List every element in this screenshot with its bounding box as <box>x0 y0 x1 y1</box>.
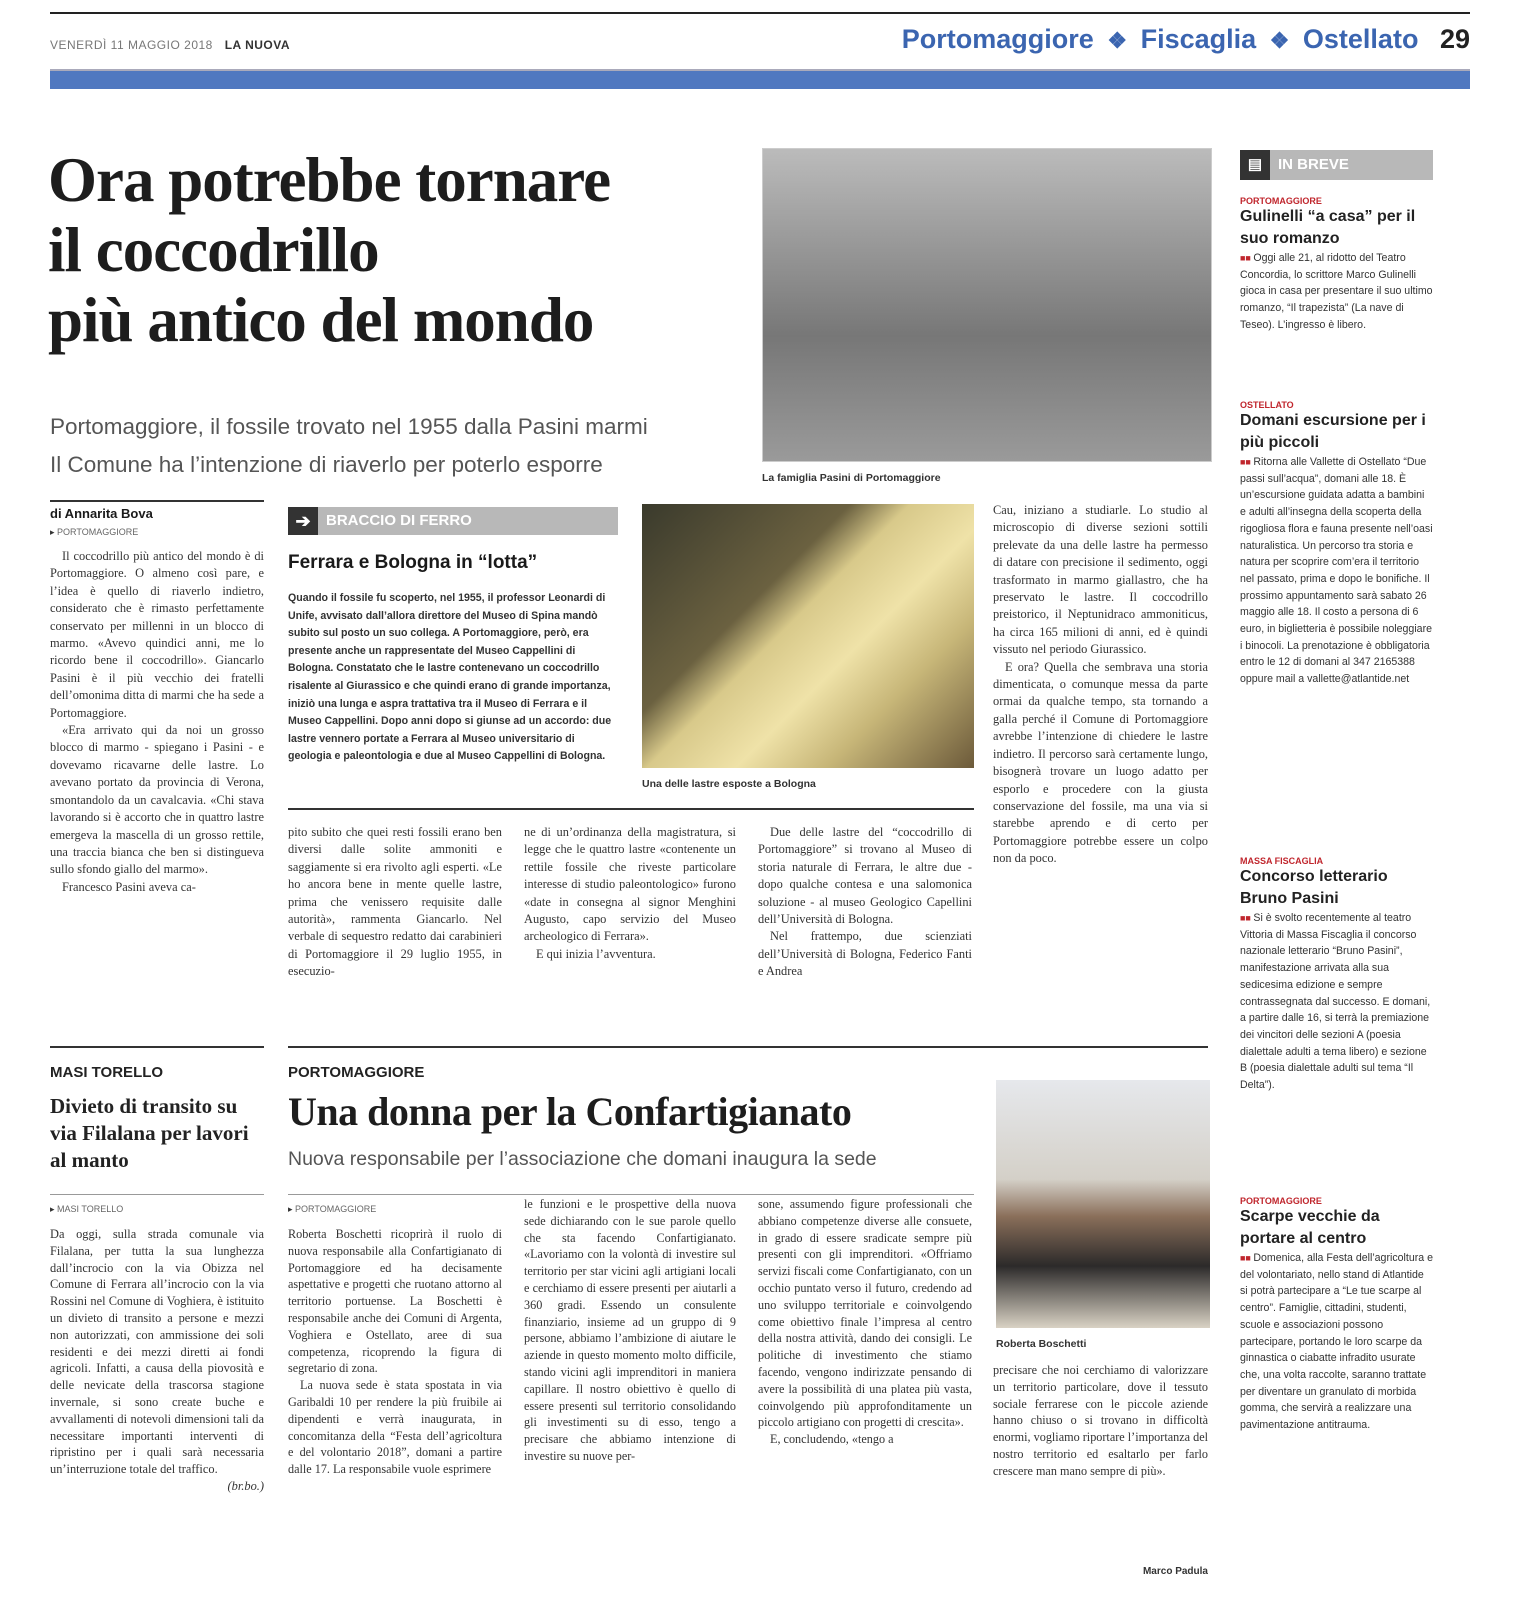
diamond-icon: ❖ <box>1107 28 1128 53</box>
box-text: Quando il fossile fu scoperto, nel 1955, il professor Leonardi di Unife, avvisato dall’allora direttore del Museo di Spina mandò subito sul posto un suo collega. A Portomaggiore, però, era presente anche un rappresentate del Museo Cappellini di Bologna. Constatato che le lastre contenevano un coccodrillo risalente al Giurassico e che quindi erano di grande importanza, iniziò una lunga e aspra trattativa tra il Museo di Ferrara e il Museo Cappellini. Dopo anni dopo si giunse ad un accordo: due lastre vennero portate a Ferrara al Museo universitario di geologia e paleontologia e due al Museo Cappellini di Bologna. <box>288 592 612 763</box>
section-rule <box>50 1046 264 1048</box>
section-rule <box>288 1046 1208 1048</box>
brief-item <box>1240 196 1433 334</box>
brief-category: PORTOMAGGIORE <box>1240 1196 1322 1206</box>
paragraph: Nel frattempo, due scienziati dell’Università di Bologna, Federico Fanti e Andrea <box>758 929 972 979</box>
brief-text <box>1240 1250 1433 1434</box>
top-rule <box>50 12 1470 14</box>
brief-text <box>1240 454 1433 688</box>
paragraph: La nuova sede è stata spostata in via Garibaldi 10 per rendere la più fruibile ai dipendenti e verrà inaugurata, in concomitanza della “Festa dell’agricoltura e del volontario 2018”, domani a partire dalle 17. La responsabile vuole esprimere <box>288 1378 502 1477</box>
paragraph: Cau, iniziano a studiarle. Lo studio al microscopio di diverse sezioni sottili prelevate da una delle lastre ha permesso di datare con precisione il sedimento, oggi trasformato in marmo giallastro, che ha preservato le lastre. Il coccodrillo preistorico, il Neptunidraco ammoniticus, ha circa 165 milioni di anni, ed è quindi vissuto nel periodo Giurassico. <box>993 503 1208 657</box>
brief-body: Domenica, alla Festa dell’agricoltura e del volontariato, nello stand di Atlantide si potrà partecipare a “Le tue scarpe al centro”. Famiglie, cittadini, studenti, scuole e associazioni possono partecipare, portando le loro scarpe da ginnastica o ciabatte infradito usurate che, una volta raccolte, saranno trattate per diventare un granulato di morbida gomma, che servirà a realizzare una pavimentazione antitrauma. <box>1240 1252 1433 1432</box>
section-portomaggiore[interactable]: Portomaggiore <box>901 24 1094 54</box>
in-breve-header <box>1240 150 1433 180</box>
photo-caption: La famiglia Pasini di Portomaggiore <box>762 472 941 484</box>
box-bottom-rule <box>288 808 974 810</box>
issue-date: VENERDÌ 11 MAGGIO 2018 <box>50 38 213 52</box>
dateline-place: ▸ MASI TORELLO <box>50 1204 123 1215</box>
thin-rule <box>288 1194 974 1195</box>
paragraph: Il coccodrillo più antico del mondo è di Portomaggiore. O almeno così pare, e l’idea è quello di riaverlo indietro, considerato che è rimasto perfettamente conservato per millenni in un blocco di marmo. «Avevo quindici anni, me lo ricordo bene il coccodrillo». Giancarlo Pasini è il più vecchio dei fratelli dell’omonima ditta di marmi che ha sede a Portomaggiore. <box>50 549 264 720</box>
pasini-family-photo <box>762 148 1212 462</box>
arrow-right-icon: ➔ <box>288 507 318 535</box>
article-column <box>524 824 736 963</box>
brief-item <box>1240 856 1433 1094</box>
paper-name: LA NUOVA <box>224 38 291 52</box>
article-column <box>50 548 264 896</box>
section-fiscaglia[interactable]: Fiscaglia <box>1140 24 1257 54</box>
brief-title: Gulinelli “a casa” per il suo romanzo <box>1240 208 1416 247</box>
article-subhead: Nuova responsabile per l’associazione che domani inaugura la sede <box>288 1148 877 1170</box>
article-column <box>524 1196 736 1465</box>
article-column <box>50 1226 264 1495</box>
paragraph: E, concludendo, «tengo a <box>770 1432 894 1447</box>
brief-body: Ritorna alle Vallette di Ostellato “Due passi sull’acqua”, domani alle 18. È un’escursione guidata adatta a bambini e adulti all’insegna della scoperta della rigogliosa flora e fauna presente nell’oasi naturalistica. Un percorso tra storia e natura per scoprire com’era il territorio nel passato, prima e dopo le bonifiche. Il prossimo appuntamento sarà sabato 26 maggio alle 18. Il costo a persona di 6 euro, in biglietteria è possibile noleggiare i binocoli. La prenotazione è obbligatoria entro le 12 di domani al 347 2165388 oppure mail a vallette@atlantide.net <box>1240 456 1433 686</box>
byline: di Annarita Bova <box>50 506 153 521</box>
paragraph: sone, assumendo figure professionali che abbiano competenze diverse alle consuete, in grado di essere sradicate sempre più presenti con gli imprenditori. «Offriamo servizi fiscali come Confartigianato, con un occhio puntato verso il futuro, credendo ad uno sviluppo territoriale e coinvolgendo come obiettivo finale l’impresa al centro della nostra attività, dando dei consigli. Le politiche di investimento che stiamo facendo, vengono indirizzate pensando di avere la possibilità di una platea più vasta, coinvolgendo più approfonditamente un piccolo artigiano con progetti di crescita». <box>758 1197 972 1430</box>
headline-line: Ora potrebbe tornare <box>48 145 611 215</box>
author-initials: (br.bo.) <box>227 1478 264 1493</box>
brief-item <box>1240 1196 1433 1434</box>
paragraph: precisare che noi cerchiamo di valorizzare un territorio particolare, dove il tessuto sociale ferrarese con le piccole aziende hanno chiuso o si trovano in difficoltà enormi, vogliamo riportare l’importanza del nostro territorio ed esaltarlo per farlo crescere man mano sempre di più». <box>993 1363 1208 1478</box>
square-bullet-icon: ■■ <box>1240 457 1254 467</box>
brief-item <box>1240 400 1433 688</box>
dateline-place: ▸ PORTOMAGGIORE <box>288 1204 376 1215</box>
diamond-icon: ❖ <box>1269 28 1290 53</box>
paragraph: Roberta Boschetti ricoprirà il ruolo di nuova responsabile alla Confartigianato di Portomaggiore ed ha decisamente aspettative e progetti che ruotano attorno al territorio portuense. La Boschetti è responsabile anche dei Comuni di Argenta, Voghiera e Ostellato, aree di sua competenza, ricoprendo la figura di segretario di zona. <box>288 1227 502 1376</box>
paragraph: ne di un’ordinanza della magistratura, si legge che le quattro lastre «contenente un rettile fossile che riveste particolare interesse di studio paleontologico» furono «date in consegna al signor Menghini Augusto, capo servizio del Museo archeologico di Ferrara». <box>524 825 736 944</box>
brief-category: MASSA FISCAGLIA <box>1240 856 1324 866</box>
article-column <box>288 1226 502 1478</box>
brief-title: Concorso letterario Bruno Pasini <box>1240 868 1388 907</box>
box-label: BRACCIO DI FERRO <box>326 512 472 529</box>
article-column <box>758 1196 972 1448</box>
paragraph: pito subito che quei resti fossili erano ben diversi dalle solite ammoniti e saggiamente si era rivolto agli esperti. «Le ho ancora bene in mente quelle lastre, prima che venissero requisite dalle autorità», rammenta Giancarlo. Nel verbale di sequestro redatto dai carabinieri di Portomaggiore il 29 luglio 1955, in esecuzio- <box>288 825 502 979</box>
dateline-place: ▸ PORTOMAGGIORE <box>50 527 138 538</box>
subhead-line: Portomaggiore, il fossile trovato nel 1955 dalla Pasini marmi <box>50 414 648 439</box>
box-title: Ferrara e Bologna in “lotta” <box>288 552 538 573</box>
main-subhead <box>50 408 750 484</box>
section-label: MASI TORELLO <box>50 1064 164 1081</box>
brief-text <box>1240 250 1433 334</box>
brief-title: Scarpe vecchie da portare al centro <box>1240 1208 1380 1247</box>
photo-caption: Una delle lastre esposte a Bologna <box>642 778 816 790</box>
subhead-line: Il Comune ha l’intenzione di riaverlo per poterlo esporre <box>50 452 603 477</box>
brief-category: OSTELLATO <box>1240 400 1294 410</box>
headline-line: più antico del mondo <box>48 285 594 355</box>
author-signature: Marco Padula <box>1142 1566 1208 1577</box>
headline-line: il coccodrillo <box>48 215 379 285</box>
paragraph: E ora? Quella che sembrava una storia dimenticata, o comunque messa da parte ormai da qualche tempo, sta tornando a galla perché il Comune di Portomaggiore avrebbe l’intenzione di chiedere le lastre indietro. Il percorso sarà certamente lungo, bisognerà trovare un luogo adatto per esporlo e procedere con la giusta conservazione del fossile, ma una via si starebbe aprendo e di certo per Portomaggiore potrebbe essere un colpo non da poco. <box>993 659 1208 866</box>
paragraph: le funzioni e le prospettive della nuova sede dichiarando con le sue parole quello che sta facendo Confartigianato. «Lavoriamo con la volontà di investire sul territorio per star vicini agli artigiani locali e cerchiamo di essere presenti per aiutarli a 360 gradi. Essendo un consulente finanziario, insieme ad un gruppo di 9 persone, abbiamo l’ambizione di aiutare le aziende in questo momento molto difficile, stando vicini agli imprenditori in maniera capillare. Il nostro obiettivo è quello di essere presenti sul territorio consolidando gli investimenti su di esso, tengo a precisare che abbiamo intenzione di investire su nuove per- <box>524 1197 736 1463</box>
main-headline <box>48 145 748 355</box>
page-number: 29 <box>1439 24 1470 54</box>
article-column <box>758 824 972 981</box>
paragraph: Da oggi, sulla strada comunale via Filalana, per tutta la sua lunghezza dall’incrocio con la via Obizza nel Comune di Ferrara all’incrocio con la via Rossini nel Comune di Voghiera, è istituito un divieto di transito a persone e mezzi non autorizzati, con ammissione dei soli residenti e dei mezzi diretti ai fondi agricoli. Infatti, a causa della piovosità e delle nevicate della trascorsa stagione invernale, si sono create buche e avvallamenti di notevoli dimensioni tali da necessitare importanti interventi di ripristino per i quali sarà necessaria un’interruzione totale del traffico. <box>50 1227 264 1477</box>
square-bullet-icon: ■■ <box>1240 913 1254 923</box>
square-bullet-icon: ■■ <box>1240 1253 1254 1263</box>
paragraph: Francesco Pasini aveva ca- <box>62 879 196 894</box>
article-column <box>993 1362 1208 1480</box>
brief-text <box>1240 910 1433 1094</box>
section-ostellato[interactable]: Ostellato <box>1302 24 1419 54</box>
brief-body: Oggi alle 21, al ridotto del Teatro Concordia, lo scrittore Marco Gulinelli gioca in casa per presentare il suo ultimo romanzo, “Il trapezista” (La nave di Teseo). L’ingresso è libero. <box>1240 252 1433 331</box>
photo-caption: Roberta Boschetti <box>996 1338 1087 1350</box>
document-icon: ▤ <box>1240 150 1270 180</box>
dateline <box>50 38 290 52</box>
article-headline: Una donna per la Confartigianato <box>288 1089 852 1134</box>
brief-body: Si è svolto recentemente al teatro Vittoria di Massa Fiscaglia il concorso nazionale letterario “Bruno Pasini”, manifestazione arrivata alla sua sedicesima edizione e sempre contrassegnata dal successo. E domani, a partire dalle 16, si terrà la premiazione dei vincitori delle sezioni A (poesia dialettale adulti a tema libero) e sezione B (poesia dialettale adulti sul tema “Il Delta”). <box>1240 912 1431 1092</box>
paragraph: Due delle lastre del “coccodrillo di Portomaggiore” si trovano al Museo di storia naturale di Ferrara, le altre due - dopo qualche contesa e una salomonica soluzione - al museo Geologico Capellini dell’Università di Bologna. <box>758 825 972 927</box>
brief-category: PORTOMAGGIORE <box>1240 196 1322 206</box>
in-breve-label: IN BREVE <box>1278 156 1349 173</box>
article-column <box>288 824 502 981</box>
article-column <box>993 502 1208 868</box>
section-label: PORTOMAGGIORE <box>288 1064 425 1081</box>
paragraph: «Era arrivato qui da noi un grosso blocco di marmo - spiegano i Pasini - e dovevamo ricavarne delle lastre. Lo avevano portato da provincia di Verona, smontandolo da un cavalcavia. «Chi stava lavorando si è accorto che in quattro lastre emergeva la mascella di un grosso rettile, una traccia bianca che ben si distingueva sullo sfondo giallo del marmo». <box>50 723 264 877</box>
column-rule <box>50 500 264 502</box>
fossil-slab-photo <box>642 504 974 768</box>
paragraph: E qui inizia l’avventura. <box>536 946 656 961</box>
box-header <box>288 507 618 535</box>
roberta-boschetti-photo <box>996 1080 1210 1328</box>
section-header <box>902 24 1470 55</box>
brief-title: Domani escursione per i più piccoli <box>1240 412 1426 451</box>
square-bullet-icon: ■■ <box>1240 253 1254 263</box>
section-color-bar <box>50 69 1470 89</box>
brief-headline: Divieto di transito su via Filalana per lavori al manto <box>50 1094 249 1172</box>
thin-rule <box>50 1194 264 1195</box>
